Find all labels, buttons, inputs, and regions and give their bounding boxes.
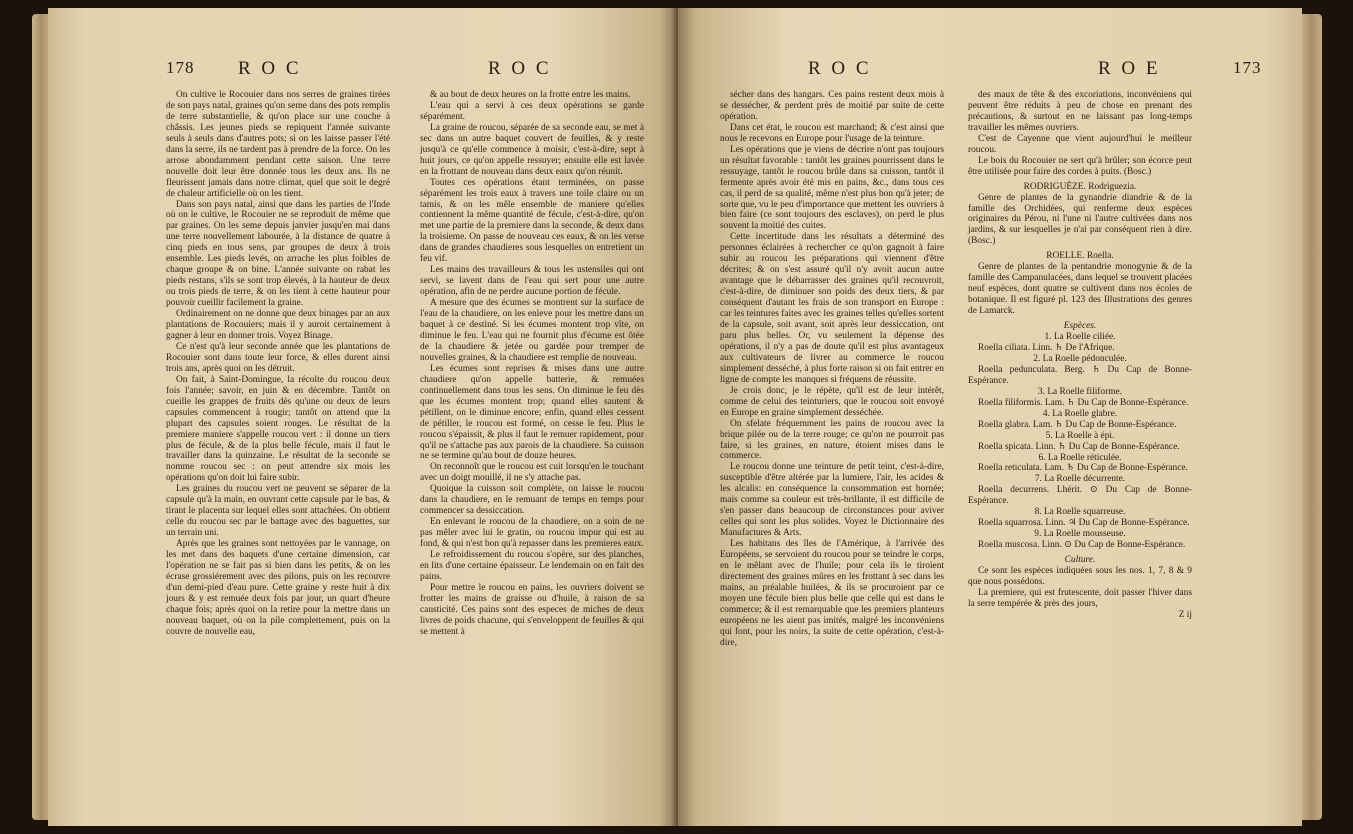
culture-text-2: La premiere, qui est frutescente, doit passer l'hiver dans la serre tempérée & près des jours, xyxy=(968,587,1192,609)
left-page-number: 178 xyxy=(166,58,195,77)
species-name: 7. La Roelle décurrente. xyxy=(1034,474,1126,485)
species-list xyxy=(968,332,1192,551)
species-name: 1. La Roelle ciliée. xyxy=(1044,332,1116,343)
right-running-head-left: R O C xyxy=(808,58,872,79)
species-detail: Roella ciliata. Linn. ♄ De l'Afrique. xyxy=(978,342,1115,353)
species-name: 8. La Roelle squarreuse. xyxy=(1034,507,1126,518)
paragraph: La graine de roucou, séparée de sa seconde eau, se met à sec dans un autre baquet couvert de feuilles, & y reste jusqu'à ce qu'elle commence à moisir, c'est-à-dire, sept à huit jours, ce qu'on appelle ressuyer; ensuite elle est lavée en la frottant de nouveau dans deux eaux qu'on réunit. xyxy=(420,122,644,177)
paragraph: Quoique la cuisson soit complète, on laisse le roucou dans la chaudiere, en le remuant de temps en temps pour commencer sa dessiccation. xyxy=(420,484,644,517)
paragraph: On cultive le Rocouier dans nos serres de graines tirées de son pays natal, graines qu'on seme dans des pots remplis de terre substantielle, & qu'on place sur une couche à châssis. Les jeunes pieds se repiquent l'année suivante seuls à seuls dans d'autres pots; si on les laisse passer l'été dans la serre, ils ne tardent pas à prendre de la force. On les arrose abondamment pendant cette saison. Une terre nouvelle doit leur être donnée tous les deux ans. Ils ne fleurissent jamais dans notre climat, quel que soit le degré de chaleur artificielle où on les tient. xyxy=(166,90,390,199)
paragraph: sécher dans des hangars. Ces pains restent deux mois à se dessécher, & perdent près de moitié par suite de cette opération. xyxy=(720,90,944,122)
paragraph: A mesure que des écumes se montrent sur la surface de l'eau de la chaudiere, on les enleve pour les mettre dans un baquet à ce destiné. Si les écumes montent trop vîte, on diminue le feu. L'eau qui ne fournit plus d'écume est ôtée de la chaudiere & jetée ou gardée pour tremper de nouvelles graines, & la chaudiere est remplie de nouveau. xyxy=(420,298,644,363)
species-name: 5. La Roelle à épi. xyxy=(1045,430,1115,441)
species-detail: Roella muscosa. Linn. ⊙ Du Cap de Bonne-Espérance. xyxy=(978,540,1186,551)
species-name: 9. La Roelle mousseuse. xyxy=(1034,529,1126,540)
left-page xyxy=(48,8,678,826)
species-detail: Roella glabra. Lam. ♄ Du Cap de Bonne-Espérance. xyxy=(978,419,1177,430)
paragraph: Le refroidissement du roucou s'opère, sur des planches, en lits d'une certaine épaisseur. Le lendemain on en fait des pains. xyxy=(420,550,644,582)
rodrigueze-text: Genre de plantes de la gynandrie diandrie & de la famille des Orchidées, qui renferme deux espèces originaires du Pérou, ni l'une ni l'autre cultivées dans nos jardins, & sur lesquelles je n'ai par conséquent rien à dire. (Bosc.) xyxy=(968,192,1192,247)
right-column-1 xyxy=(720,90,944,649)
paragraph: & au bout de deux heures on la frotte entre les mains. xyxy=(430,90,631,100)
paragraph: Toutes ces opérations étant terminées, on passe séparément les trois eaux à travers une toile claire ou un tamis, & on les mêle ensemble de maniere qu'elles contiennent la même quantité de fécule, c'est-à-dire, qu'on met une partie de la premiere dans la seconde, & deux dans la troisieme. On passe de nouveau ces eaux, & on les verse dans de grandes chaudieres sous lesquelles on entretient un feu vif. xyxy=(420,177,644,265)
paragraph: Les opérations que je viens de décrire n'ont pas toujours un résultat favorable : tantôt les graines pourrissent dans le ressuyage, tantôt le roucou brûle dans sa cuisson, tantôt il fermente après avoir été mis en pains, &c., dans tous ces cas, il perd de sa qualité, même n'est plus bon qu'à jeter; de sorte que, vu le peu d'importance que mettent les ouvriers à bien faire (ce sont toujours des esclaves), on perd le plus souvent la moitié des cuites. xyxy=(720,144,944,232)
species-detail: Roella squarrosa. Linn. ♃ Du Cap de Bonne-Espérance. xyxy=(978,518,1190,529)
paragraph: Le bois du Rocouier ne sert qu'à brûler; son écorce peut être utilisée pour faire des cordes à puits. (Bosc.) xyxy=(968,155,1192,177)
right-column-2 xyxy=(968,90,1192,621)
paragraph: Ce n'est qu'à leur seconde année que les plantations de Rocouier sont dans toute leur force, & elles durent ainsi trois ans, après quoi on les détruit. xyxy=(166,341,390,374)
paragraph: Le roucou donne une teinture de petit teint, c'est-à-dire, susceptible d'être altérée par la lumiere, l'air, les acides & les alcalis: en conséquence la consommation est bornée; mais comme sa couleur est très-brillante, il est difficile de s'en passer dans beaucoup de circonstances pour aviver celles qui sont les plus solides. Voyez le Dictionnaire des Manufactures & Arts. xyxy=(720,462,944,539)
paragraph: Les graines du roucou vert ne peuvent se séparer de la capsule qu'à la main, en ouvrant cette capsule par le bas, & tirant le placenta sur lequel elles sont attachées. On obtient celle du roucou sec par le battage avec des baguettes, sur un terrain uni. xyxy=(166,484,390,539)
paragraph: Cette incertitude dans les résultats a déterminé des personnes éclairées à rechercher ce qu'on gagnoit à faire subir au roucou les préparations qui viennent d'être décrites; & on s'est assuré qu'il n'y avoit aucun autre avantage que le débarrasser des graines qu'il recouvroit, c'est-à-dire, de diminuer son poids des deux tiers, & par conséquent d'autant les frais de son transport en Europe : car les teintures faites avec les graines telles qu'elles sortent de la capsule, soit avant, soit après leur dessiccation, ont paru plus belles. Or, vu seulement la dépense des opérations, il n'y a pas de doute qu'il est plus avantageux aux cultivateurs de livrer au commerce le roucou simplement desséché, à plus forte raison si on fait entrer en ligne de compte les manques si fréquens de réussite. xyxy=(720,232,944,385)
left-running-header xyxy=(48,58,678,88)
right-page xyxy=(678,8,1302,826)
species-detail: Roella pedunculata. Berg. ♄ Du Cap de Bonne-Espérance. xyxy=(968,364,1192,386)
paragraph: C'est de Cayenne que vient aujourd'hui le meilleur roucou. xyxy=(968,133,1192,155)
right-running-header xyxy=(678,58,1302,88)
species-name: 4. La Roelle glabre. xyxy=(1042,408,1118,419)
paragraph: On fait, à Saint-Domingue, la récolte du roucou deux fois l'année; savoir, en juin & en décembre. Tantôt on cueille les grappes de fruits dès qu'une ou deux de leurs capsules commencent à rougir; tantôt on attend que la plupart des capsules soient rouges. Le résultat de la premiere maniere s'appelle roucou vert : il donne un tiers plus de fécule, & de la plus belle fécule, mais il faut le travailler dans la quinzaine. Le résultat de la seconde se nomme roucou sec : on peut attendre six mois les opérations qu'on doit lui faire subir. xyxy=(166,374,390,484)
paragraph: Après que les graines sont nettoyées par le vannage, on les met dans des baquets d'une certaine dimension, car l'opération ne se fait pas si bien dans les petits, & on les écrase grossiérement avec des pilons, puis on les recouvre d'un demi-pied d'eau pure. Cette graine y reste huit à dix jours & y est remuée deux fois par jour, un quart d'heure chaque fois; après quoi on la retire pour la mettre dans un nouveau baquet, où on la pile complettement, puis on la couvre de nouvelle eau, xyxy=(166,539,390,637)
species-name: 6. La Roelle réticulée. xyxy=(1038,452,1122,463)
species-detail: Roella decurrens. Lhérit. ⊙ Du Cap de Bonne-Espérance. xyxy=(968,485,1192,507)
paragraph: des maux de tête & des excoriations, inconvéniens qui peuvent être réduits à peu de chose en prenant des précautions, & surtout en ne laissant pas long-temps travailler les mêmes ouvriers. xyxy=(968,90,1192,133)
right-page-number: 173 xyxy=(1233,58,1262,77)
paragraph: Les écumes sont reprises & mises dans une autre chaudiere qu'on appelle batterie, & remuées continuellement dans tous les sens. On diminue le feu dès que les écumes montent trop; quand elles sautent & pétillent, on le diminue encore; enfin, quand elles cessent de pétiller, le roucou est formé, on cesse le feu. Plus le roucou s'épaissit, & plus il faut le remuer rapidement, pour qu'il ne s'attache pas aux parois de la chaudiere. Sa cuisson ne se termine qu'au bout de douze heures. xyxy=(420,363,644,462)
paragraph: Ordinairement on ne donne que deux binages par an aux plantations de Rocouiers; mais il y auroit certainement à gagner à leur en donner trois. Voyez Binage. xyxy=(166,309,390,341)
left-running-head: R O C xyxy=(238,58,302,79)
culture-heading: Culture. xyxy=(1064,555,1096,566)
paragraph: On reconnoît que le roucou est cuit lorsqu'en le touchant avec un doigt mouillé, il ne s'y attache pas. xyxy=(420,462,644,484)
paragraph: L'eau qui a servi à ces deux opérations se garde séparément. xyxy=(420,100,644,122)
roelle-heading: ROELLE. Roella. xyxy=(1046,251,1114,262)
left-column-1 xyxy=(166,90,390,638)
left-column-2 xyxy=(420,90,644,638)
species-detail: Roella spicata. Linn. ♄ Du Cap de Bonne-Espérance. xyxy=(978,441,1180,452)
roelle-text: Genre de plantes de la pentandrie monogynie & de la famille des Campanulacées, dans lequel se trouvent placées neuf espèces, dont quatre se cultivent dans nos écoles de botanique. Il est figuré pl. 123 des Illustrations des genres de Lamarck. xyxy=(968,262,1192,317)
rodrigueze-heading: RODRIGUÈZE. Rodriguezia. xyxy=(1023,181,1137,192)
left-running-head-center: R O C xyxy=(488,58,552,79)
species-detail: Roella reticulata. Lam. ♄ Du Cap de Bonne-Espérance. xyxy=(978,463,1188,474)
paragraph: Dans cet état, le roucou est marchand; & c'est ainsi que nous le recevons en Europe pour l'usage de la teinture. xyxy=(720,122,944,144)
species-name: 2. La Roelle pédonculée. xyxy=(1033,353,1127,364)
culture-text: Ce sont les espèces indiquées sous les nos. 1, 7, 8 & 9 que nous possédons. xyxy=(968,566,1192,587)
paragraph: Pour mettre le roucou en pains, les ouvriers doivent se frotter les mains de graisse ou d'huile, à raison de sa causticité. Ces pains sont des especes de miches de deux livres de poids chacune, qui s'enveloppent de feuilles & qui se mettent à xyxy=(420,582,644,637)
signature-mark: Z ij xyxy=(1178,609,1192,620)
paragraph: On sfelate fréquemment les pains de roucou avec la brique pilée ou de la terre rouge; ce qu'on ne pourroit pas faire, si les graines, en nature, étoient mises dans le commerce. xyxy=(720,418,944,462)
right-column-2-intro xyxy=(968,90,1192,178)
species-detail: Roella filiformis. Lam. ♄ Du Cap de Bonne-Espérance. xyxy=(978,397,1189,408)
right-page-edges xyxy=(1300,14,1322,820)
paragraph: Les mains des travailleurs & tous les ustensiles qui ont servi, se lavent dans de l'eau qui sert pour une autre opération, afin de ne perdre aucune portion de fécule. xyxy=(420,265,644,298)
especes-heading: Espèces. xyxy=(1063,321,1097,332)
paragraph: Les habitans des îles de l'Amérique, à l'arrivée des Européens, se servoient du roucou pour se teindre le corps, en le mêlant avec de l'huile; pour cela ils le tiroient directement des graines mûres en les frottant à sec dans les mains, au préalable huilées, & ils se procuroient par ce moyen une fécule bien plus belle que celle qui est dans le commerce; & il est remarquable que les premiers planteurs européens ne les aient pas imités, malgré les inconvéniens qui font, pour les noirs, la suite de cette opération, c'est-à-dire, xyxy=(720,539,944,648)
species-name: 3. La Roelle filiforme. xyxy=(1037,386,1123,397)
right-running-head-right: R O E xyxy=(1098,58,1161,79)
paragraph: En enlevant le roucou de la chaudiere, on a soin de ne pas mêler avec lui le gratin, ou roucou impur qui est au fond, & qui n'est bon qu'à repasser dans les premieres eaux. xyxy=(420,517,644,550)
paragraph: Je crois donc, je le répète, qu'il est de leur intérêt, comme de celui des teinturiers, que le roucou soit envoyé en Europe en graine simplement desséchée. xyxy=(720,385,944,418)
paragraph: Dans son pays natal, ainsi que dans les parties de l'Inde où on le cultive, le Rocouier ne se reproduit de même que par graines. On les seme depuis janvier jusqu'en mai dans une terre nouvellement labourée, à la distance de quatre à cinq pieds en tous sens, par groupes de deux à trois ensemble. Les pieds levés, on arrache les plus foibles de chaque groupe & on bine. L'année suivante on rabat les pieds restans, s'ils se sont trop élevés, à la hauteur de deux ou trois pieds de terre, & on les tient à cette hauteur pour pouvoir cueillir facilement la graine. xyxy=(166,199,390,309)
